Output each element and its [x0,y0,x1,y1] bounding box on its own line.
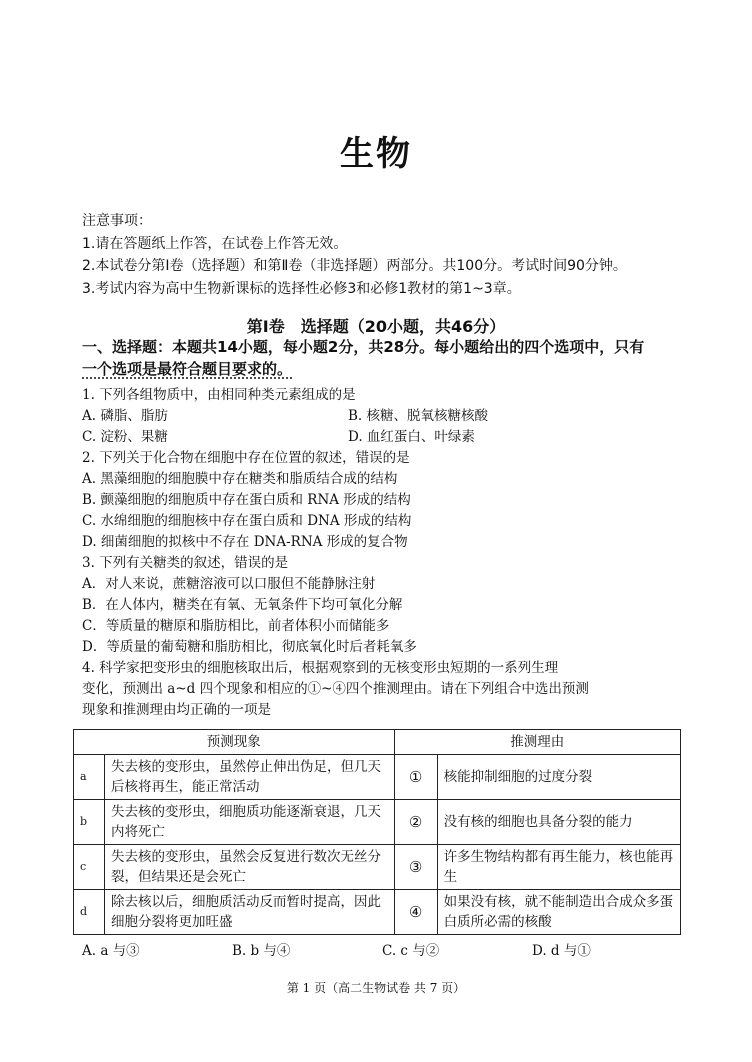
q1-option-c: C. 淀粉、果糖 [82,429,168,445]
q2-stem: 2. 下列关于化合物在细胞中存在位置的叙述，错误的是 [82,450,410,466]
q4-option-d: D. d 与① [532,943,591,959]
notice-item-1: 1.请在答题纸上作答，在试卷上作答无效。 [82,235,348,252]
q4-option-c: C. c 与② [382,943,440,959]
q4-stem-line-1: 4. 科学家把变形虫的细胞核取出后，根据观察到的无核变形虫短期的一系列生理 [82,660,559,676]
q1-option-b: B. 核糖、脱氧核糖核酸 [348,408,489,424]
instruction-line-2: 一个选项是最符合题目要求的。 [82,360,293,378]
table-row [74,755,681,800]
row-reason: 许多生物结构都有再生能力，核也能再生 [437,845,680,890]
row-number: ② [394,800,437,845]
row-number: ① [394,755,437,800]
q1-stem: 1. 下列各组物质中，由相同种类元素组成的是 [82,387,356,403]
q1-options-row-1 [82,406,682,427]
q2-option-b: B. 颤藻细胞的细胞质中存在蛋白质和 RNA 形成的结构 [82,492,411,508]
q4-table [73,729,681,935]
table-row [74,800,681,845]
questions-block [82,385,682,721]
q3-option-b: B．在人体内，糖类在有氧、无氧条件下均可氧化分解 [82,597,403,613]
row-reason: 核能抑制细胞的过度分裂 [437,755,680,800]
q1-option-d: D. 血红蛋白、叶绿素 [348,429,475,445]
q4-option-b: B. b 与④ [232,943,291,959]
q4-stem-line-3: 现象和推测理由均正确的一项是 [82,702,271,718]
q3-option-d: D．等质量的葡萄糖和脂肪相比，彻底氧化时后者耗氧多 [82,639,417,655]
row-phenomenon: 失去核的变形虫，虽然会反复进行数次无丝分裂，但结果还是会死亡 [105,845,394,890]
q3-option-c: C．等质量的糖原和脂肪相比，前者体积小而储能多 [82,618,390,634]
notice-heading: 注意事项： [82,213,152,229]
section-title: 第Ⅰ卷 选择题（20小题，共46分） [246,317,506,336]
table-row [74,845,681,890]
q4-option-a: A. a 与③ [82,943,140,959]
q2-option-a: A. 黑藻细胞的细胞膜中存在糖类和脂质结合成的结构 [82,471,398,487]
q3-stem: 3. 下列有关糖类的叙述，错误的是 [82,555,289,571]
section-instruction [82,336,682,380]
q1-options-row-2 [82,427,682,448]
header-phenomenon: 预测现象 [74,730,395,755]
row-label: c [74,845,105,890]
q3-option-a: A．对人来说，蔗糖溶液可以口服但不能静脉注射 [82,576,376,592]
instruction-line-1: 一、选择题：本题共14小题，每小题2分，共28分。每小题给出的四个选项中，只有 [82,338,645,356]
row-phenomenon: 失去核的变形虫，虽然停止伸出伪足，但几天后核将再生，能正常活动 [105,755,394,800]
q2-option-c: C. 水绵细胞的细胞核中存在蛋白质和 DNA 形成的结构 [82,513,412,529]
notice-block [82,210,627,300]
q4-options [82,939,682,959]
row-number: ③ [394,845,437,890]
q1-option-a: A. 磷脂、脂肪 [82,408,168,424]
row-phenomenon: 失去核的变形虫，细胞质功能逐渐衰退，几天内将死亡 [105,800,394,845]
row-label: d [74,890,105,935]
row-reason: 如果没有核，就不能制造出合成众多蛋白质所必需的核酸 [437,890,680,935]
header-reason: 推测理由 [394,730,680,755]
q4-table-header [74,730,681,755]
row-label: b [74,800,105,845]
exam-title: 生物 [340,134,412,174]
row-reason: 没有核的细胞也具备分裂的能力 [437,800,680,845]
row-label: a [74,755,105,800]
notice-item-3: 3.考试内容为高中生物新课标的选择性必修3和必修1教材的第1~3章。 [82,280,521,297]
row-phenomenon: 除去核以后，细胞质活动反而暂时提高，因此细胞分裂将更加旺盛 [105,890,394,935]
q4-stem-line-2: 变化，预测出 a~d 四个现象和相应的①~④四个推测理由。请在下列组合中选出预测 [82,681,589,697]
q2-option-d: D. 细菌细胞的拟核中不存在 DNA-RNA 形成的复合物 [82,534,408,550]
notice-item-2: 2.本试卷分第Ⅰ卷（选择题）和第Ⅱ卷（非选择题）两部分。共100分。考试时间90分钟。 [82,258,627,274]
row-number: ④ [394,890,437,935]
page-footer: 第 1 页（高二生物试卷 共 7 页） [286,981,466,995]
table-row [74,890,681,935]
